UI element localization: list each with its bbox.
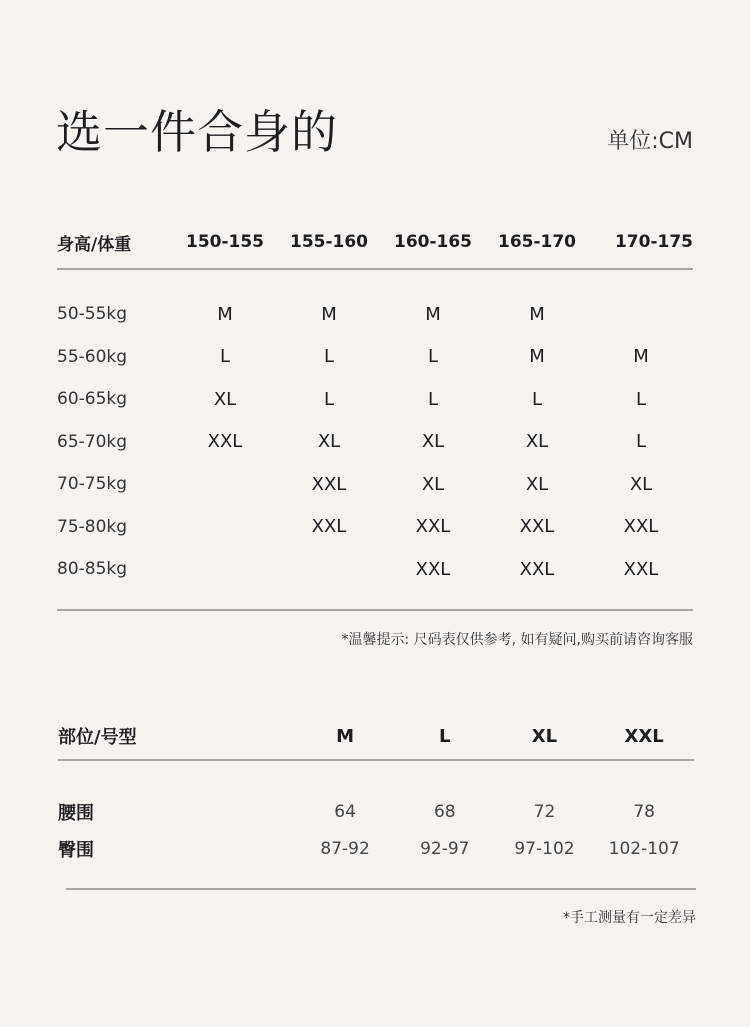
size-cell: XL: [629, 473, 653, 495]
value-cell: 78: [633, 801, 655, 822]
size-cell: XXL: [519, 516, 555, 538]
unit-label: 单位:CM: [607, 129, 693, 154]
size-cell: L: [635, 431, 647, 453]
size-cell: XXL: [623, 558, 659, 580]
size-cell: M: [633, 346, 649, 368]
size-cell: XXL: [415, 516, 451, 538]
size-cell: M: [425, 303, 441, 325]
size-cell: L: [323, 388, 335, 410]
size-cell: XL: [421, 431, 445, 453]
header-cell: 身高/体重: [57, 234, 132, 255]
measurement-note: *手工测量有一定差异: [563, 910, 696, 926]
size-cell: XXL: [519, 558, 555, 580]
header-cell: 165-170: [497, 232, 577, 252]
value-cell: 68: [433, 801, 456, 822]
size-cell: XXL: [311, 473, 347, 495]
size-cell: XXL: [311, 516, 347, 538]
divider: [66, 888, 696, 890]
size-cell: L: [323, 346, 335, 368]
weight-cell: 55-60kg: [57, 346, 128, 367]
divider: [58, 759, 694, 761]
table-row: [57, 463, 693, 506]
header-cell: 部位/号型: [58, 727, 137, 748]
divider: [57, 268, 693, 270]
size-cell: XXL: [415, 558, 451, 580]
size-cell: XL: [525, 473, 549, 495]
body-part-cell: 腰围: [58, 802, 94, 824]
table-row: [57, 421, 693, 464]
size-cell: L: [635, 388, 647, 410]
size-cell: L: [427, 388, 439, 410]
value-cell: 92-97: [420, 838, 470, 859]
size-cell: L: [531, 388, 543, 410]
size-cell: XL: [213, 388, 237, 410]
size-cell: XXL: [623, 516, 659, 538]
value-cell: 87-92: [320, 838, 370, 859]
table-row: [57, 548, 693, 591]
size-cell: L: [427, 346, 439, 368]
table-header: [57, 225, 693, 259]
table-row: [57, 293, 693, 336]
header-cell: 160-165: [393, 232, 473, 252]
size-cell: M: [217, 303, 233, 325]
table-row: [57, 506, 693, 549]
weight-cell: 60-65kg: [57, 389, 128, 410]
size-cell: M: [529, 303, 545, 325]
size-cell: L: [219, 346, 231, 368]
value-cell: 64: [334, 801, 356, 822]
divider: [57, 609, 693, 611]
value-cell: 102-107: [608, 838, 680, 859]
header-cell: 150-155: [185, 232, 265, 252]
size-cell: M: [321, 303, 337, 325]
weight-cell: 50-55kg: [57, 304, 128, 325]
header-cell: XL: [531, 725, 558, 747]
table-row: [57, 378, 693, 421]
page-title: 选一件合身的: [56, 105, 338, 159]
header-cell: XXL: [624, 725, 664, 747]
weight-cell: 70-75kg: [57, 474, 128, 495]
header-cell: M: [336, 725, 355, 747]
value-cell: 72: [533, 801, 556, 822]
value-cell: 97-102: [514, 838, 575, 859]
size-recommendation-table: [57, 225, 693, 591]
header-cell: 170-175: [614, 232, 693, 252]
weight-cell: 65-70kg: [57, 431, 128, 452]
table-row: [58, 793, 694, 830]
header-cell: L: [439, 725, 451, 747]
size-cell: XXL: [207, 431, 243, 453]
size-cell: XL: [317, 431, 341, 453]
weight-cell: 80-85kg: [57, 559, 128, 580]
table-header: [58, 720, 694, 752]
size-cell: XL: [421, 473, 445, 495]
measurement-table: [58, 720, 694, 867]
table-row: [57, 336, 693, 379]
size-cell: XL: [525, 431, 549, 453]
table-row: [58, 830, 694, 867]
size-cell: M: [529, 346, 545, 368]
size-note: *温馨提示: 尺码表仅供参考, 如有疑问,购买前请咨询客服: [341, 632, 693, 648]
weight-cell: 75-80kg: [57, 516, 128, 537]
body-part-cell: 臀围: [58, 839, 94, 861]
header-cell: 155-160: [289, 232, 369, 252]
